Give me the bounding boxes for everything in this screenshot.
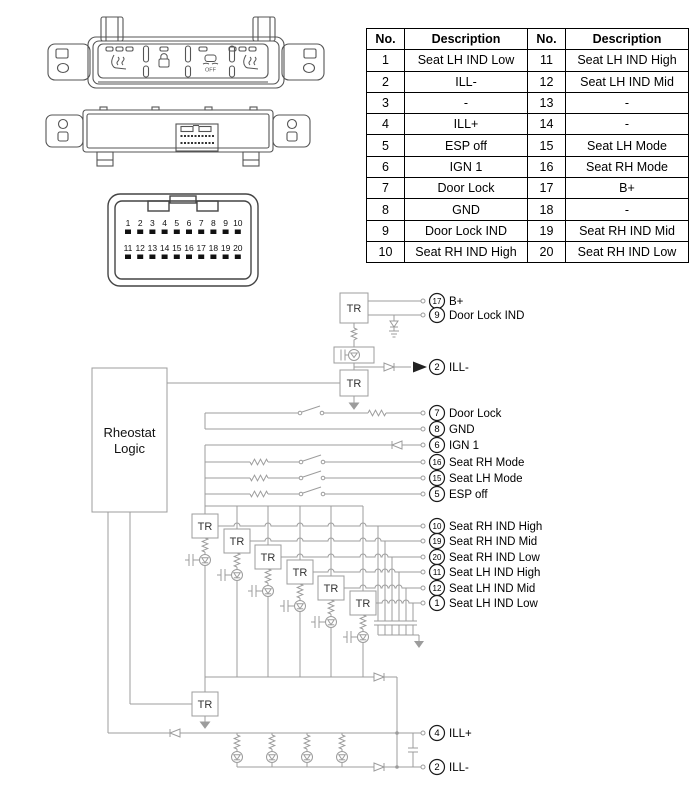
svg-text:5: 5	[434, 489, 440, 501]
pin-square	[174, 230, 180, 235]
pin-number-cell: 11	[528, 50, 566, 71]
pin-number: 19	[220, 243, 231, 253]
pin-square	[125, 255, 131, 260]
pin-description-cell: B+	[566, 178, 689, 199]
pin-number-cell: 7	[367, 178, 405, 199]
svg-text:Seat LH IND Low: Seat LH IND Low	[449, 598, 538, 610]
pin-square	[186, 255, 192, 260]
pin-description-cell: -	[566, 199, 689, 220]
pin-number: 9	[223, 218, 228, 228]
terminal-label-seat-rh-ind-mid	[421, 534, 537, 549]
svg-text:Door Lock IND: Door Lock IND	[449, 310, 525, 322]
tr-box	[340, 293, 368, 323]
svg-text:TR: TR	[355, 598, 371, 610]
pin-description-cell: -	[405, 92, 528, 113]
pin-number-cell: 4	[367, 114, 405, 135]
pin-description-cell: ESP off	[405, 135, 528, 156]
terminal-label-b-	[421, 294, 464, 309]
pin-number-cell: 20	[528, 241, 566, 262]
tr-box	[255, 545, 281, 569]
seat-heater-left-icon	[112, 55, 126, 69]
svg-text:ILL+: ILL+	[449, 728, 472, 740]
esp-off-text: OFF	[205, 67, 216, 74]
seat-heater-right-icon	[244, 55, 258, 69]
table-row	[367, 92, 689, 113]
svg-text:11: 11	[432, 568, 442, 578]
pin-number-cell: 13	[528, 92, 566, 113]
svg-text:Seat LH IND High: Seat LH IND High	[449, 567, 541, 579]
ill-minus-arrow	[413, 362, 427, 373]
pin-square	[174, 255, 180, 260]
pin-number: 13	[147, 243, 158, 253]
svg-text:7: 7	[434, 408, 440, 420]
pin-description-cell: -	[566, 92, 689, 113]
connector-pinout-drawing	[108, 194, 258, 286]
button-separators	[144, 46, 235, 77]
svg-text:TR: TR	[197, 699, 213, 711]
pin-description-cell: Seat RH IND Mid	[566, 220, 689, 241]
pin-square	[149, 230, 155, 235]
terminal-label-seat-lh-ind-low	[421, 596, 539, 611]
svg-text:16: 16	[432, 458, 442, 468]
table-row	[367, 135, 689, 156]
svg-text:TR: TR	[229, 536, 245, 548]
pin-description-cell: ILL+	[405, 114, 528, 135]
svg-text:TR: TR	[346, 378, 362, 390]
pin-number: 17	[196, 243, 206, 253]
pin-table-header	[367, 29, 689, 50]
pin-number: 1	[125, 218, 131, 228]
svg-text:IGN 1: IGN 1	[449, 440, 480, 452]
svg-text:2: 2	[434, 362, 440, 374]
pin-description-table	[366, 28, 689, 263]
indicator-leds	[106, 47, 256, 51]
pin-square	[223, 255, 229, 260]
svg-text:9: 9	[434, 310, 440, 322]
pin-number-cell: 14	[528, 114, 566, 135]
svg-text:19: 19	[432, 537, 442, 547]
terminal-label-seat-lh-ind-high	[421, 565, 540, 580]
pin-description-cell: Seat LH Mode	[566, 135, 689, 156]
pin-square	[235, 230, 241, 235]
pin-description-cell: Seat LH IND Mid	[566, 71, 689, 92]
terminal-label-seat-lh-mode	[421, 471, 523, 486]
svg-text:TR: TR	[292, 567, 308, 579]
terminal-label-door-lock-ind	[421, 308, 524, 323]
pin-square	[210, 255, 216, 260]
pin-number: 15	[172, 243, 182, 253]
pin-number: 8	[211, 218, 216, 228]
pin-square	[125, 230, 131, 235]
terminal-label-ill-	[421, 760, 469, 775]
tr-box	[287, 560, 313, 584]
svg-text:10: 10	[432, 522, 442, 532]
tr-box	[192, 514, 218, 538]
rheostat-logic-label-2: Logic	[113, 441, 146, 456]
rheostat-logic-label-1: Rheostat	[103, 425, 156, 440]
terminal-label-seat-rh-ind-high	[421, 519, 542, 534]
table-row	[367, 199, 689, 220]
pin-number: 2	[137, 218, 143, 228]
terminal-label-esp-off	[421, 487, 488, 502]
table-row	[367, 220, 689, 241]
esp-off-icon	[203, 55, 218, 74]
terminal-label-ign-1	[421, 438, 479, 453]
pin-description-cell: -	[566, 114, 689, 135]
switch-panel-rear-view	[46, 107, 310, 166]
svg-text:Seat LH IND Mid: Seat LH IND Mid	[449, 583, 536, 595]
terminal-label-gnd	[421, 422, 475, 437]
pin-number: 14	[159, 243, 170, 253]
col-header-no-1: No.	[367, 29, 405, 50]
pin-number-cell: 3	[367, 92, 405, 113]
pin-description-cell: ILL-	[405, 71, 528, 92]
pin-number: 4	[162, 218, 167, 228]
svg-text:ILL-: ILL-	[449, 762, 469, 774]
svg-text:4: 4	[434, 728, 440, 740]
circuit-wires	[92, 301, 427, 771]
pin-number-cell: 19	[528, 220, 566, 241]
pin-number: 10	[233, 218, 243, 228]
col-header-desc-1: Description	[405, 29, 528, 50]
terminal-label-seat-lh-ind-mid	[421, 581, 535, 596]
pin-number-cell: 17	[528, 178, 566, 199]
pin-square	[137, 255, 143, 260]
svg-text:Door Lock: Door Lock	[449, 408, 502, 420]
pin-number-cell: 5	[367, 135, 405, 156]
svg-text:ILL-: ILL-	[449, 362, 469, 374]
terminal-label-seat-rh-ind-low	[421, 550, 540, 565]
svg-text:15: 15	[432, 474, 442, 484]
svg-text:TR: TR	[260, 552, 276, 564]
pin-description-cell: Seat RH IND High	[405, 241, 528, 262]
pin-square	[137, 230, 143, 235]
svg-text:17: 17	[432, 297, 442, 307]
table-row	[367, 156, 689, 177]
table-row	[367, 178, 689, 199]
connector-pins	[124, 218, 243, 259]
pin-number-cell: 8	[367, 199, 405, 220]
pin-description-cell: Seat LH IND Low	[405, 50, 528, 71]
pin-number: 20	[233, 243, 243, 253]
svg-text:TR: TR	[346, 303, 362, 315]
lock-icon	[159, 54, 169, 67]
pin-square	[198, 230, 204, 235]
pin-number-cell: 16	[528, 156, 566, 177]
svg-text:Seat LH Mode: Seat LH Mode	[449, 473, 523, 485]
terminal-label-seat-rh-mode	[421, 455, 524, 470]
tr-box	[318, 576, 344, 600]
pin-description-cell: IGN 1	[405, 156, 528, 177]
pin-square	[235, 255, 241, 260]
svg-text:2: 2	[434, 762, 440, 774]
pin-square	[186, 230, 192, 235]
col-header-desc-2: Description	[566, 29, 689, 50]
terminal-label-ill-	[430, 360, 469, 375]
pin-number-cell: 12	[528, 71, 566, 92]
pin-number-cell: 18	[528, 199, 566, 220]
pin-description-cell: Seat RH Mode	[566, 156, 689, 177]
svg-text:1: 1	[434, 598, 440, 610]
svg-text:20: 20	[432, 553, 442, 563]
pin-number: 12	[135, 243, 145, 253]
svg-text:GND: GND	[449, 424, 475, 436]
pin-number: 3	[150, 218, 155, 228]
svg-text:Seat RH Mode: Seat RH Mode	[449, 457, 525, 469]
svg-text:TR: TR	[197, 521, 213, 533]
rheostat-logic-box	[92, 368, 167, 512]
pin-number: 6	[186, 218, 192, 228]
svg-text:12: 12	[432, 584, 442, 594]
table-row	[367, 114, 689, 135]
tr-box	[224, 529, 250, 553]
switch-panel-front-view	[48, 17, 324, 88]
svg-text:8: 8	[434, 424, 440, 436]
svg-text:Seat RH IND Mid: Seat RH IND Mid	[449, 536, 538, 548]
col-header-no-2: No.	[528, 29, 566, 50]
svg-text:Seat RH IND High: Seat RH IND High	[449, 521, 543, 533]
tr-box	[340, 370, 368, 396]
pin-number-cell: 10	[367, 241, 405, 262]
pin-number: 11	[123, 243, 133, 253]
pin-number-cell: 2	[367, 71, 405, 92]
table-row	[367, 50, 689, 71]
table-row	[367, 241, 689, 262]
pin-number: 7	[198, 218, 204, 228]
table-row	[367, 71, 689, 92]
pin-description-cell: Seat LH IND High	[566, 50, 689, 71]
pin-square	[198, 255, 204, 260]
pin-number: 16	[184, 243, 194, 253]
pin-square	[149, 255, 155, 260]
svg-text:6: 6	[434, 440, 440, 452]
pin-number-cell: 15	[528, 135, 566, 156]
svg-text:B+: B+	[449, 296, 464, 308]
pin-square	[210, 230, 216, 235]
pin-number-cell: 9	[367, 220, 405, 241]
rear-connector-block	[176, 124, 218, 151]
tr-box	[192, 692, 218, 716]
pin-square	[223, 230, 229, 235]
pin-number: 5	[174, 218, 180, 228]
pin-number: 18	[208, 243, 219, 253]
pin-description-cell: GND	[405, 199, 528, 220]
pin-number-cell: 1	[367, 50, 405, 71]
pin-description-cell: Seat RH IND Low	[566, 241, 689, 262]
pin-square	[162, 255, 168, 260]
pin-square	[162, 230, 168, 235]
tr-box	[350, 591, 376, 615]
pin-description-cell: Door Lock IND	[405, 220, 528, 241]
terminal-label-door-lock	[421, 406, 502, 421]
svg-text:Seat RH IND Low: Seat RH IND Low	[449, 552, 540, 564]
terminal-label-ill-	[421, 726, 472, 741]
svg-text:TR: TR	[323, 583, 339, 595]
pin-number-cell: 6	[367, 156, 405, 177]
pin-description-cell: Door Lock	[405, 178, 528, 199]
svg-text:ESP off: ESP off	[449, 489, 488, 501]
